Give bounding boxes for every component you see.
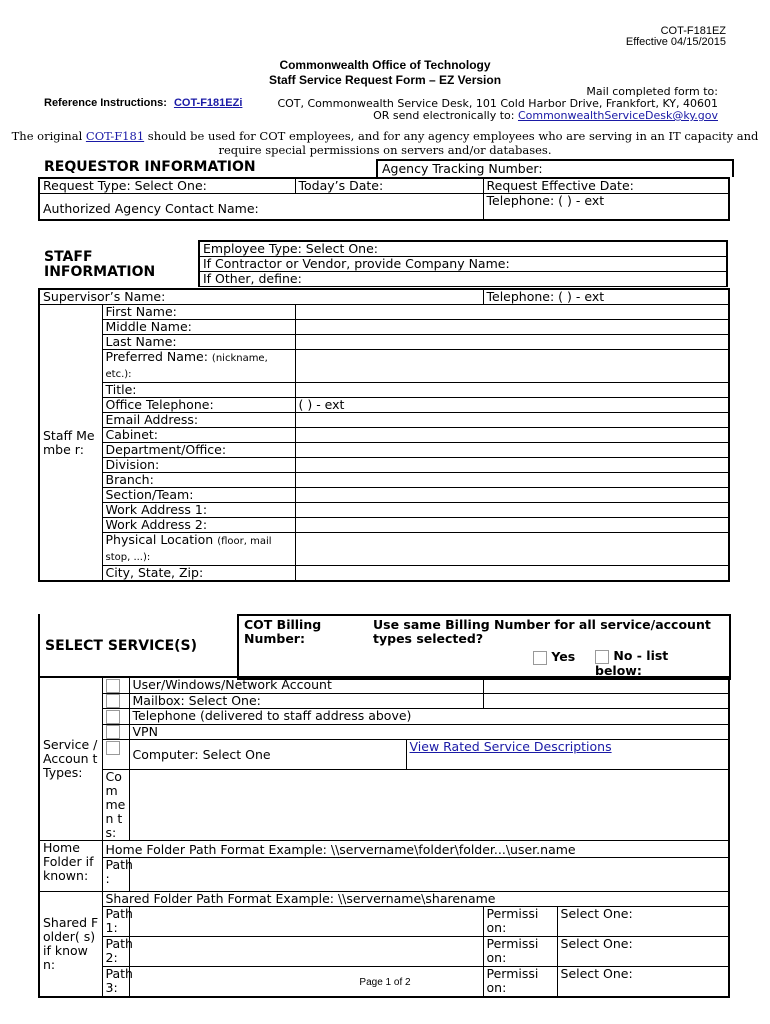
mail-block [277, 86, 718, 122]
shared-path-2-label: Path 2: [102, 937, 129, 967]
services-table [38, 676, 730, 998]
service-checkbox-1[interactable] [102, 677, 129, 693]
email-label: Email Address: [102, 413, 295, 428]
physical-location-label: Physical Location (floor, mail stop, ...): [102, 533, 295, 566]
preferred-name-label: Preferred Name: (nickname, etc.): [102, 350, 295, 383]
requestor-title: REQUESTOR INFORMATION [44, 159, 256, 175]
reference-line [44, 97, 242, 109]
shared-folder-example: Shared Folder Path Format Example: \\servername\sharename [102, 892, 729, 907]
office-phone-input[interactable]: ( ) - ext [295, 398, 729, 413]
city-state-zip-label: City, State, Zip: [102, 566, 295, 582]
form-id: COT-F181EZ [660, 25, 726, 37]
home-folder-label: Home Folder if known: [39, 841, 102, 892]
company-name-field[interactable]: If Contractor or Vendor, provide Company Name: [199, 257, 727, 272]
mail-label: Mail completed form to: [586, 85, 718, 98]
service-extra-2[interactable] [483, 693, 729, 709]
section-label: Section/Team: [102, 488, 295, 503]
contact-name-field[interactable]: Authorized Agency Contact Name: [39, 194, 483, 220]
home-path-label: Path : [102, 858, 129, 892]
same-billing-question: Use same Billing Number for all service/account types selected? [373, 617, 711, 646]
preferred-name-input[interactable] [295, 350, 729, 383]
service-item-2: Mailbox: Select One: [129, 693, 483, 709]
service-item-5: Computer: Select One [129, 740, 406, 770]
service-item-3: Telephone (delivered to staff address above) [129, 709, 729, 725]
effective-date-field[interactable]: Request Effective Date: [483, 178, 729, 194]
office-phone-label: Office Telephone: [102, 398, 295, 413]
service-checkbox-4[interactable] [102, 724, 129, 740]
division-label: Division: [102, 458, 295, 473]
staff-title: STAFF INFORMATION [44, 249, 156, 280]
requestor-table [38, 177, 730, 221]
shared-folder-label: Shared Folder( s) if known: [39, 892, 102, 997]
billing-box [237, 614, 731, 680]
email-input[interactable] [295, 413, 729, 428]
service-checkbox-2[interactable] [102, 693, 129, 709]
form-title: Staff Service Request Form – EZ Version [268, 73, 502, 87]
agency-tracking-field[interactable]: Agency Tracking Number: [376, 159, 734, 177]
email-line [277, 110, 718, 122]
shared-path-1-input[interactable] [129, 907, 483, 937]
supervisor-name-field[interactable]: Supervisor’s Name: [39, 289, 483, 305]
service-checkbox-3[interactable] [102, 709, 129, 725]
work-address-1-label: Work Address 1: [102, 503, 295, 518]
first-name-input[interactable] [295, 305, 729, 320]
staff-member-table [38, 288, 730, 582]
page-number: Page 1 of 2 [359, 977, 411, 988]
reference-link[interactable]: COT-F181EZi [173, 97, 243, 109]
request-type-field[interactable]: Request Type: Select One: [39, 178, 295, 194]
home-folder-example: Home Folder Path Format Example: \\servername\folder\folder...\user.name [102, 841, 729, 858]
form-id-block [626, 26, 726, 48]
first-name-label: First Name: [102, 305, 295, 320]
employee-type-field[interactable]: Employee Type: Select One: [199, 241, 727, 257]
employee-type-table [198, 240, 728, 287]
no-option[interactable]: No - list below: [595, 648, 669, 678]
cot-f181-link[interactable]: COT-F181 [85, 129, 145, 143]
shared-path-1-label: Path 1: [102, 907, 129, 937]
org-name: Commonwealth Office of Technology [279, 58, 491, 72]
last-name-label: Last Name: [102, 335, 295, 350]
no-checkbox[interactable] [595, 650, 609, 664]
service-checkbox-5[interactable] [102, 740, 129, 770]
shared-path-2-input[interactable] [129, 937, 483, 967]
reference-label: Reference Instructions: [44, 97, 167, 109]
email-link[interactable]: CommonwealthServiceDesk@ky.gov [517, 109, 718, 122]
shared-path-3-label: Path 3: [102, 967, 129, 997]
other-define-field[interactable]: If Other, define: [199, 272, 727, 287]
branch-input[interactable] [295, 473, 729, 488]
supervisor-phone-field[interactable]: Telephone: ( ) - ext [483, 289, 729, 305]
services-title-cell: SELECT SERVICE(S) [38, 614, 239, 678]
note [0, 129, 770, 157]
middle-name-label: Middle Name: [102, 320, 295, 335]
title-block [0, 58, 770, 88]
note-line-1: The original COT-F181 should be used for COT employees, and for any agency employees who are serving in an IT capacity and [11, 129, 759, 143]
staff-member-label: Staff Membe r: [39, 305, 102, 582]
section-input[interactable] [295, 488, 729, 503]
department-input[interactable] [295, 443, 729, 458]
cabinet-input[interactable] [295, 428, 729, 443]
permission-2-select[interactable]: Select One: [557, 937, 729, 967]
middle-name-input[interactable] [295, 320, 729, 335]
title-input[interactable] [295, 383, 729, 398]
mail-address: COT, Commonwealth Service Desk, 101 Cold Harbor Drive, Frankfort, KY, 40601 [277, 97, 718, 110]
permission-3-select[interactable]: Select One: [557, 967, 729, 997]
billing-number-label: COT Billing Number: [244, 617, 322, 646]
branch-label: Branch: [102, 473, 295, 488]
comments-label: Commen ts: [102, 770, 129, 841]
rated-service-link[interactable]: View Rated Service Descriptions [406, 740, 729, 770]
comments-input[interactable] [129, 770, 729, 841]
todays-date-field[interactable]: Today’s Date: [295, 178, 483, 194]
service-extra-1[interactable] [483, 677, 729, 693]
home-path-input[interactable] [129, 858, 729, 892]
service-types-label: Service / Accoun t Types: [39, 677, 102, 841]
service-item-1: User/Windows/Network Account [129, 677, 483, 693]
division-input[interactable] [295, 458, 729, 473]
work-address-2-input[interactable] [295, 518, 729, 533]
email-label: OR send electronically to: [373, 109, 515, 122]
permission-2-label: Permissi on: [483, 937, 557, 967]
permission-3-label: Permissi on: [483, 967, 557, 997]
permission-1-label: Permissi on: [483, 907, 557, 937]
cabinet-label: Cabinet: [102, 428, 295, 443]
title-label: Title: [102, 383, 295, 398]
city-state-zip-input[interactable] [295, 566, 729, 582]
work-address-2-label: Work Address 2: [102, 518, 295, 533]
physical-location-input[interactable] [295, 533, 729, 566]
permission-1-select[interactable]: Select One: [557, 907, 729, 937]
service-item-4: VPN [129, 724, 729, 740]
yes-option[interactable]: Yes [533, 649, 575, 665]
work-address-1-input[interactable] [295, 503, 729, 518]
contact-phone-field[interactable]: Telephone: ( ) - ext [483, 194, 729, 220]
note-line-2: require special permissions on servers and/or databases. [218, 143, 552, 157]
department-label: Department/Office: [102, 443, 295, 458]
yes-checkbox[interactable] [533, 651, 547, 665]
last-name-input[interactable] [295, 335, 729, 350]
effective-date: Effective 04/15/2015 [625, 36, 726, 48]
